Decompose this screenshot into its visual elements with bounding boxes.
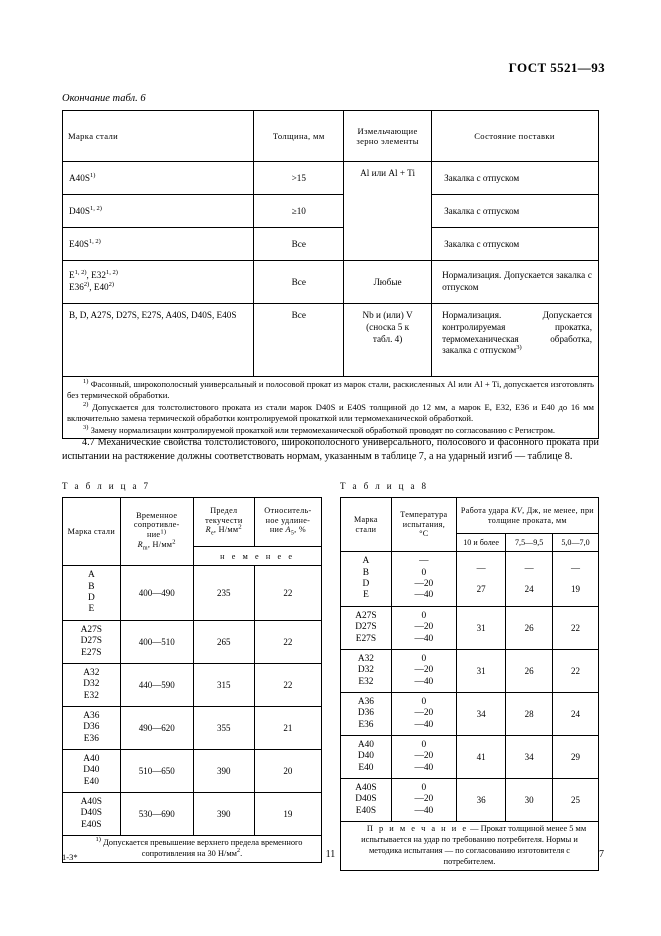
t7-header-tensile: Временное сопротивле- ние$^{1)}$ $R_m$, $Н/мм^2$ [120,498,193,566]
t8-cell-v1: 41 [456,736,505,779]
t6-cell-grade: $D40S^{1, 2)}$ [63,195,254,228]
t7-cell-elongation: 21 [254,707,321,750]
t6-cell-thickness: Все [254,228,344,261]
t7-cell-elongation: 22 [254,566,321,621]
t6-cell-state: Закалка с отпуском [432,195,599,228]
t6-cell-state: Закалка с отпуском [432,228,599,261]
footnote-item: $^{3)}$ Замену нормализации контролируемой прокаткой или термомеханической обработкой проводят по согласованию с Регистром. [83,423,556,435]
t8-cell-v3: 22 [552,650,598,693]
t7-cell-yield: 390 [193,750,254,793]
table-8 [340,497,599,871]
t7-cell-yield: 355 [193,707,254,750]
t7-header-elongation: Относитель- ное удлине- ние $A_5$, % [254,498,321,547]
t8-cell-v2: 26 [506,650,553,693]
t7-header-yield: Предел текучести $R_e$, $Н/мм^2$ [193,498,254,547]
table-row [63,162,599,195]
t6-cell-thickness: Все [254,261,344,304]
table-row [341,736,599,779]
t8-subheader-50-70: 5,0—7,0 [552,534,598,552]
t7-cell-tensile: 490—620 [120,707,193,750]
t6-cell-elements: Al или Al + Ti [344,162,432,261]
t8-cell-v2: 34 [506,736,553,779]
t7-cell-tensile: 440—590 [120,664,193,707]
t8-cell-v2: — 24 [506,552,553,607]
t6-header-thickness: Толщина, мм [254,111,344,162]
table-row [63,793,322,836]
t8-cell-v3: — 19 [552,552,598,607]
t8-cell-grade: A27S D27S E27S [341,607,392,650]
signature-mark: 1-3* [62,852,78,862]
t7-cell-grade: A36 D36 E36 [63,707,121,750]
t8-cell-v2: 30 [506,779,553,822]
t6-cell-state: Нормализация. Допускается закалка с отпуском [432,261,599,304]
t7-cell-grade: A32 D32 E32 [63,664,121,707]
t8-cell-grade: A B D E [341,552,392,607]
t6-cell-elements: Любые [344,261,432,304]
t6-footnotes [63,377,599,439]
table-row [63,261,599,304]
t6-header-state: Состояние поставки [432,111,599,162]
table-row [63,566,322,621]
table-row [341,650,599,693]
standard-number: ГОСТ 5521—93 [508,60,605,75]
t8-subheader-75-95: 7,5—9,5 [506,534,553,552]
t8-header-temperature: Температура испытания, °С [391,498,456,552]
table-row [63,304,599,377]
t6-header-elements: Измельчающие зерно элементы [344,111,432,162]
t8-cell-v1: — 27 [456,552,505,607]
t8-cell-v3: 29 [552,736,598,779]
t8-cell-v1: 36 [456,779,505,822]
t7-cell-grade: A40S D40S E40S [63,793,121,836]
table-row [341,607,599,650]
t8-cell-v3: 25 [552,779,598,822]
footnote-item: $^{2)}$ Допускается для толстолистового проката из стали марок D40S и E40S толщиной до 12 мм, а марок E, E32, E36 и E40 до 16 мм включительно замена термической обработки контролируемой прокаткой или термомеханической обработкой. [67,400,594,424]
t7-cell-tensile: 400—490 [120,566,193,621]
t8-cell-temperature: 0 —20 —40 [391,693,456,736]
paragraph-4-7: 4.7 Механические свойства толстолистового, широкополосного универсального, полосового и фасонного проката при испытании на растяжение должны соответствовать нормам, указанным в таблице 7, а на ударный изгиб — таблице 8. [62,437,599,462]
table-8-caption: Т а б л и ц а 8 [340,481,429,491]
table-6 [62,110,599,439]
t8-header-grade: Марка стали [341,498,392,552]
t8-cell-temperature: 0 —20 —40 [391,650,456,693]
t7-cell-yield: 390 [193,793,254,836]
t7-cell-tensile: 530—690 [120,793,193,836]
table-row [63,621,322,664]
table-row [63,228,599,261]
t6-cell-grade: $E40S^{1, 2)}$ [63,228,254,261]
t8-cell-v3: 22 [552,607,598,650]
table-row [63,111,599,162]
table-row [63,664,322,707]
table-continuation-label: Окончание табл. 6 [62,93,146,104]
t7-cell-tensile: 400—510 [120,621,193,664]
t8-cell-temperature: — 0 —20 —40 [391,552,456,607]
t8-cell-temperature: 0 —20 —40 [391,779,456,822]
t8-cell-grade: A32 D32 E32 [341,650,392,693]
t7-cell-grade: A27S D27S E27S [63,621,121,664]
t7-cell-yield: 265 [193,621,254,664]
table-row [341,822,599,871]
t7-cell-yield: 315 [193,664,254,707]
table-row [341,693,599,736]
t6-cell-thickness: ≥10 [254,195,344,228]
t7-cell-grade: A B D E [63,566,121,621]
t8-note: П р и м е ч а н и е — Прокат толщиной менее 5 мм испытывается на удар по требованию потребителя. Нормы и методика испытания — по согласованию изготовителя с потребителем. [341,822,599,871]
t8-cell-grade: A36 D36 E36 [341,693,392,736]
t7-cell-yield: 235 [193,566,254,621]
t7-footnote: $^{1)}$ Допускается превышение верхнего предела временного сопротивления на 30 $Н/мм^2$. [63,836,322,863]
t6-cell-state: Нормализация. Допускается контролируемая прокатка, термомеханическая обработка, закалка с отпуском$^{3)}$ [432,304,599,377]
t6-cell-grade: E$^{1, 2)}$, E32$^{1, 2)}$ E36$^{2)}$, E40$^{2)}$ [63,261,254,304]
t7-cell-elongation: 22 [254,664,321,707]
t8-cell-v3: 24 [552,693,598,736]
table-7 [62,497,322,863]
t8-cell-v1: 34 [456,693,505,736]
page-number-right: 7 [599,849,604,860]
t6-header-grade: Марка стали [63,111,254,162]
t6-cell-thickness: Все [254,304,344,377]
t6-cell-elements: Nb и (или) V (сноска 5 к табл. 4) [344,304,432,377]
table-row [63,750,322,793]
t8-cell-v1: 31 [456,650,505,693]
table-row [341,552,599,607]
t8-cell-v2: 26 [506,607,553,650]
t7-header-grade: Марка стали [63,498,121,566]
t7-cell-grade: A40 D40 E40 [63,750,121,793]
t8-cell-v2: 28 [506,693,553,736]
t8-subheader-10plus: 10 и более [456,534,505,552]
table-row [63,498,322,547]
t6-cell-grade: B, D, A27S, D27S, E27S, A40S, D40S, E40S [63,304,254,377]
t8-cell-temperature: 0 —20 —40 [391,607,456,650]
t8-cell-grade: A40 D40 E40 [341,736,392,779]
t8-header-impact: Работа удара KV, Дж, не менее, при толщине проката, мм [456,498,598,534]
table-row [63,707,322,750]
table-row [63,195,599,228]
t8-cell-temperature: 0 —20 —40 [391,736,456,779]
t7-cell-elongation: 19 [254,793,321,836]
t7-cell-elongation: 20 [254,750,321,793]
t7-cell-elongation: 22 [254,621,321,664]
t6-cell-state: Закалка с отпуском [432,162,599,195]
t8-cell-v1: 31 [456,607,505,650]
t7-header-notless: н е м е н е е [193,547,321,566]
page-number-center: 11 [325,849,336,860]
t8-cell-grade: A40S D40S E40S [341,779,392,822]
t7-cell-tensile: 510—650 [120,750,193,793]
t6-cell-grade: $A40S^{1)}$ [63,162,254,195]
table-7-caption: Т а б л и ц а 7 [62,481,151,491]
table-row [63,377,599,439]
table-row [341,498,599,534]
footnote-item: $^{1)}$ Фасонный, широкополосный универсальный и полосовой прокат из марок стали, раскисленных Al или Al + Ti, допускается изготовлять без термической обработки. [67,378,594,401]
table-row [341,779,599,822]
t6-cell-thickness: >15 [254,162,344,195]
